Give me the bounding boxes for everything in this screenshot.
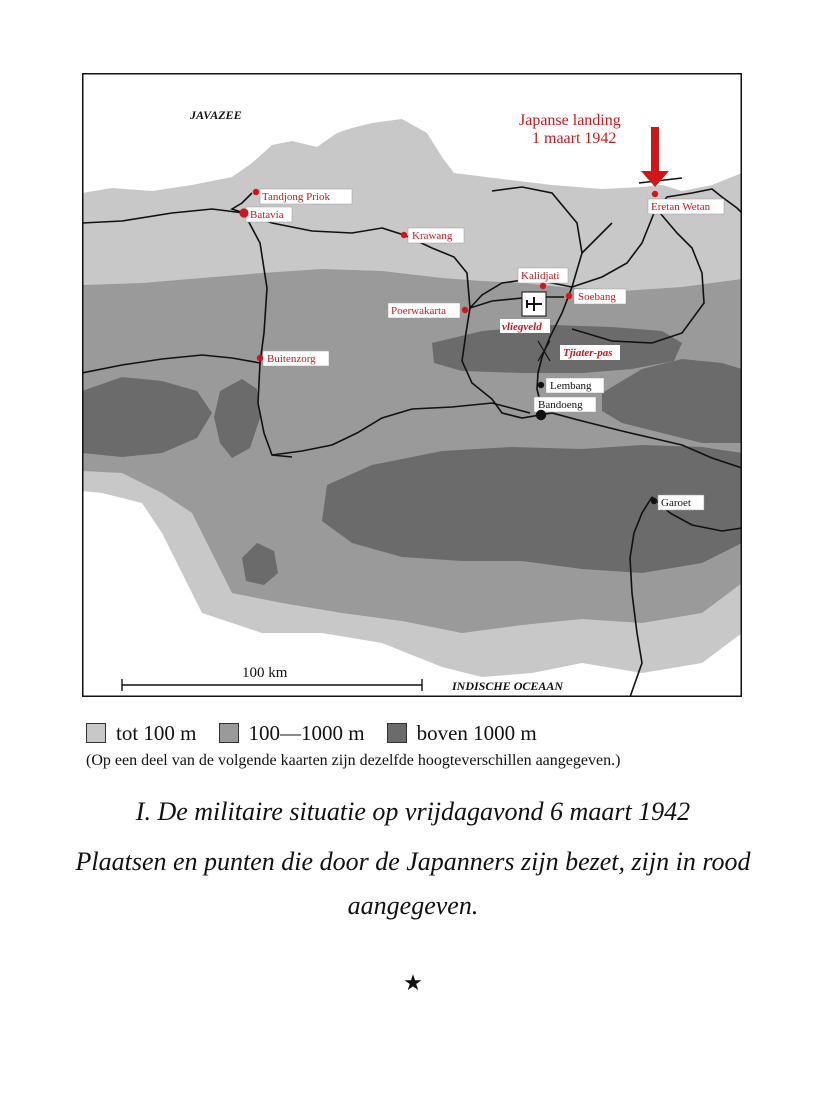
caption-body: Plaatsen en punten die door de Japanners zijn bezet, zijn in rood aangegeven.	[75, 847, 751, 920]
legend-note: (Op een deel van de volgende kaarten zijn dezelfde hoogteverschillen aangegeven.)	[86, 752, 621, 769]
poerwakarta-marker	[462, 307, 468, 313]
landing-label-line1: Japanse landing	[519, 112, 621, 129]
caption-title: I. De militaire situatie op vrijdagavond 6 maart 1942	[135, 797, 691, 826]
legend-swatch-high	[387, 723, 407, 743]
label-buitenzorg: Buitenzorg	[267, 353, 316, 365]
label-poerwakarta: Poerwakarta	[391, 305, 446, 317]
label-soebang: Soebang	[578, 291, 616, 303]
bandoeng-marker	[536, 410, 546, 420]
label-garoet: Garoet	[661, 497, 691, 509]
sea-label-north: JAVAZEE	[190, 108, 242, 122]
legend	[86, 719, 746, 747]
map	[82, 73, 742, 697]
legend-item-mid	[219, 721, 365, 746]
batavia-marker	[239, 208, 248, 217]
legend-swatch-mid	[219, 723, 239, 743]
label-kalidjati: Kalidjati	[521, 270, 560, 282]
krawang-marker	[401, 232, 407, 238]
legend-label-mid: 100—1000 m	[248, 720, 365, 745]
legend-label-low: tot 100 m	[116, 720, 197, 745]
scale-label: 100 km	[242, 665, 288, 681]
label-tjiater-pas: Tjiater-pas	[563, 347, 613, 359]
label-batavia: Batavia	[250, 209, 284, 221]
label-bandoeng: Bandoeng	[538, 399, 583, 411]
legend-swatch-low	[86, 723, 106, 743]
landing-label-line2: 1 maart 1942	[532, 130, 617, 147]
kalidjati-marker	[540, 283, 546, 289]
soebang-marker	[566, 293, 572, 299]
sea-label-south: INDISCHE OCEAAN	[452, 679, 564, 693]
lembang-marker	[538, 382, 544, 388]
legend-label-high: boven 1000 m	[416, 720, 537, 745]
label-krawang: Krawang	[412, 230, 453, 242]
label-lembang: Lembang	[550, 380, 592, 392]
legend-item-low	[86, 721, 197, 746]
eretan-wetan-marker	[652, 191, 658, 197]
label-vliegveld: vliegveld	[502, 321, 542, 333]
buitenzorg-marker	[257, 355, 263, 361]
garoet-marker	[651, 498, 657, 504]
tandjong-priok-marker	[253, 189, 259, 195]
label-tandjong-priok: Tandjong Priok	[262, 191, 330, 203]
star-ornament-icon: ★	[403, 970, 423, 995]
legend-item-high	[387, 721, 537, 746]
label-eretan-wetan: Eretan Wetan	[651, 201, 711, 213]
